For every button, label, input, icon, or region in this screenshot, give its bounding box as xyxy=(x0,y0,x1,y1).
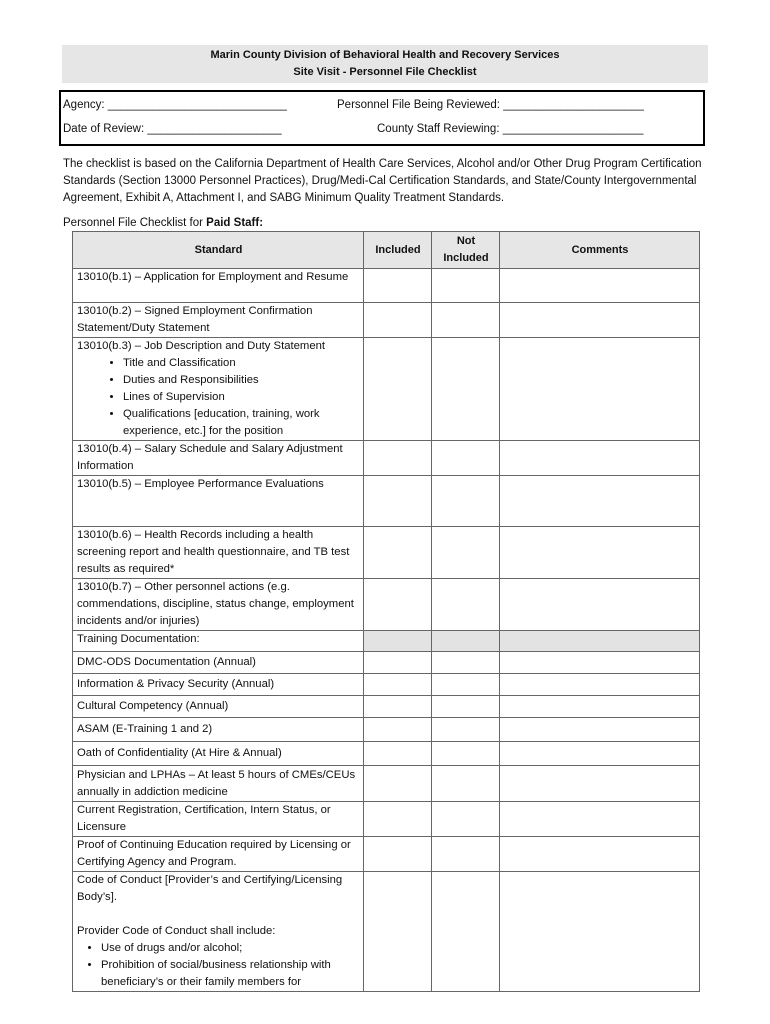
comments-cell[interactable] xyxy=(500,837,700,872)
included-cell[interactable] xyxy=(364,527,432,579)
comments-cell[interactable] xyxy=(500,674,700,696)
included-cell[interactable] xyxy=(364,338,432,441)
not-included-cell[interactable] xyxy=(432,802,500,837)
list-item: • Prohibition of social/business relationship with beneficiary’s or their family members for xyxy=(101,957,360,991)
standard-cell: 13010(b.3) – Job Description and Duty Statement • Title and Classification • Duties and Responsibilities • Lines of Supervision • Qualifications [education, training, work experience, etc.] for the position xyxy=(73,338,364,441)
training-header-row xyxy=(73,631,700,652)
date-of-review-field[interactable]: Date of Review: _____________________ xyxy=(63,123,282,135)
not-included-cell[interactable] xyxy=(432,837,500,872)
job-description-list xyxy=(77,355,360,440)
training-item: Physician and LPHAs – At least 5 hours of CMEs/CEUs annually in addiction medicine xyxy=(73,766,364,802)
comments-cell[interactable] xyxy=(500,303,700,338)
personnel-file-field[interactable]: Personnel File Being Reviewed: ______________________ xyxy=(337,99,644,111)
training-item: Information & Privacy Security (Annual) xyxy=(73,674,364,696)
not-included-cell[interactable] xyxy=(432,718,500,742)
col-included: Included xyxy=(364,232,432,269)
list-item: • Duties and Responsibilities xyxy=(123,372,360,389)
county-staff-field[interactable]: County Staff Reviewing: ______________________ xyxy=(377,123,644,135)
table-row xyxy=(73,674,700,696)
training-item: Cultural Competency (Annual) xyxy=(73,696,364,718)
table-row xyxy=(73,837,700,872)
training-item: ASAM (E-Training 1 and 2) xyxy=(73,718,364,742)
list-item: • Use of drugs and/or alcohol; xyxy=(101,940,360,957)
col-comments: Comments xyxy=(500,232,700,269)
col-not-included: Not Included xyxy=(432,232,500,269)
list-item: • Title and Classification xyxy=(123,355,360,372)
included-cell[interactable] xyxy=(364,476,432,527)
standard-cell: Current Registration, Certification, Intern Status, or Licensure xyxy=(73,802,364,837)
comments-cell[interactable] xyxy=(500,441,700,476)
training-item: DMC-ODS Documentation (Annual) xyxy=(73,652,364,674)
comments-cell[interactable] xyxy=(500,269,700,303)
not-included-cell[interactable] xyxy=(432,338,500,441)
table-row xyxy=(73,476,700,527)
included-cell[interactable] xyxy=(364,303,432,338)
not-included-cell[interactable] xyxy=(432,441,500,476)
comments-cell[interactable] xyxy=(500,527,700,579)
included-cell[interactable] xyxy=(364,742,432,766)
not-included-cell[interactable] xyxy=(432,579,500,631)
org-title: Marin County Division of Behavioral Health and Recovery Services xyxy=(210,49,560,61)
agency-field[interactable]: Agency: ____________________________ xyxy=(63,99,287,111)
not-included-cell[interactable] xyxy=(432,476,500,527)
table-row xyxy=(73,338,700,441)
table-row xyxy=(73,652,700,674)
included-cell[interactable] xyxy=(364,872,432,992)
included-cell[interactable] xyxy=(364,579,432,631)
included-cell[interactable] xyxy=(364,269,432,303)
table-header-row xyxy=(73,232,700,269)
included-cell[interactable] xyxy=(364,718,432,742)
not-included-cell[interactable] xyxy=(432,742,500,766)
list-item: • Qualifications [education, training, work experience, etc.] for the position xyxy=(123,406,360,440)
comments-cell[interactable] xyxy=(500,766,700,802)
table-row xyxy=(73,441,700,476)
included-cell[interactable] xyxy=(364,766,432,802)
table-row xyxy=(73,802,700,837)
included-cell[interactable] xyxy=(364,837,432,872)
comments-cell[interactable] xyxy=(500,718,700,742)
included-cell[interactable] xyxy=(364,652,432,674)
table-row xyxy=(73,766,700,802)
comments-cell[interactable] xyxy=(500,696,700,718)
standard-cell: Training Documentation: xyxy=(73,631,364,652)
not-included-cell[interactable] xyxy=(432,766,500,802)
not-included-cell[interactable] xyxy=(432,872,500,992)
table-row xyxy=(73,579,700,631)
standard-cell: 13010(b.1) – Application for Employment and Resume xyxy=(73,269,364,303)
standard-cell: Proof of Continuing Education required by Licensing or Certifying Agency and Program. xyxy=(73,837,364,872)
table-row xyxy=(73,742,700,766)
list-item: • Lines of Supervision xyxy=(123,389,360,406)
not-included-cell[interactable] xyxy=(432,527,500,579)
comments-cell[interactable] xyxy=(500,579,700,631)
table-row xyxy=(73,527,700,579)
standard-cell: Code of Conduct [Provider’s and Certifying/Licensing Body’s]. Provider Code of Conduct shall include: • Use of drugs and/or alcohol; • Prohibition of social/business relationship with beneficiary’s or their family members for xyxy=(73,872,364,992)
checklist-title: Site Visit - Personnel File Checklist xyxy=(293,66,477,78)
intro-paragraph: The checklist is based on the California Department of Health Care Services, Alcohol and/or Other Drug Program Certification Standards (Section 13000 Personnel Practices), Drug/Medi-Cal Certification Standards, and State/County Intergovernmental Agreement, Exhibit A, Attachment I, and SABG Minimum Quality Treatment Standards. xyxy=(63,158,702,204)
included-cell[interactable] xyxy=(364,674,432,696)
table-row xyxy=(73,696,700,718)
document-header xyxy=(62,45,708,83)
table-row xyxy=(73,269,700,303)
not-included-cell[interactable] xyxy=(432,674,500,696)
not-included-cell[interactable] xyxy=(432,652,500,674)
table-row xyxy=(73,872,700,992)
comments-cell[interactable] xyxy=(500,338,700,441)
comments-cell[interactable] xyxy=(500,872,700,992)
code-of-conduct-list xyxy=(77,940,360,991)
not-included-cell[interactable] xyxy=(432,303,500,338)
comments-cell[interactable] xyxy=(500,742,700,766)
table-row xyxy=(73,303,700,338)
comments-cell[interactable] xyxy=(500,652,700,674)
table-row xyxy=(73,718,700,742)
comments-cell[interactable] xyxy=(500,476,700,527)
standard-cell: 13010(b.5) – Employee Performance Evaluations xyxy=(73,476,364,527)
not-included-cell[interactable] xyxy=(432,696,500,718)
review-info-box xyxy=(59,90,705,146)
included-cell[interactable] xyxy=(364,802,432,837)
standard-cell: 13010(b.2) – Signed Employment Confirmation Statement/Duty Statement xyxy=(73,303,364,338)
standard-cell: 13010(b.7) – Other personnel actions (e.g. commendations, discipline, status change, employment incidents and/or injuries) xyxy=(73,579,364,631)
standard-cell: 13010(b.4) – Salary Schedule and Salary Adjustment Information xyxy=(73,441,364,476)
comments-cell[interactable] xyxy=(500,802,700,837)
training-item: Oath of Confidentiality (At Hire & Annual) xyxy=(73,742,364,766)
checklist-subtitle: Personnel File Checklist for Paid Staff: xyxy=(63,217,264,229)
col-standard: Standard xyxy=(73,232,364,269)
standard-cell: 13010(b.6) – Health Records including a health screening report and health questionnaire, and TB test results as required* xyxy=(73,527,364,579)
included-cell[interactable] xyxy=(364,696,432,718)
checklist-table xyxy=(72,231,700,992)
not-included-cell[interactable] xyxy=(432,269,500,303)
included-cell[interactable] xyxy=(364,441,432,476)
